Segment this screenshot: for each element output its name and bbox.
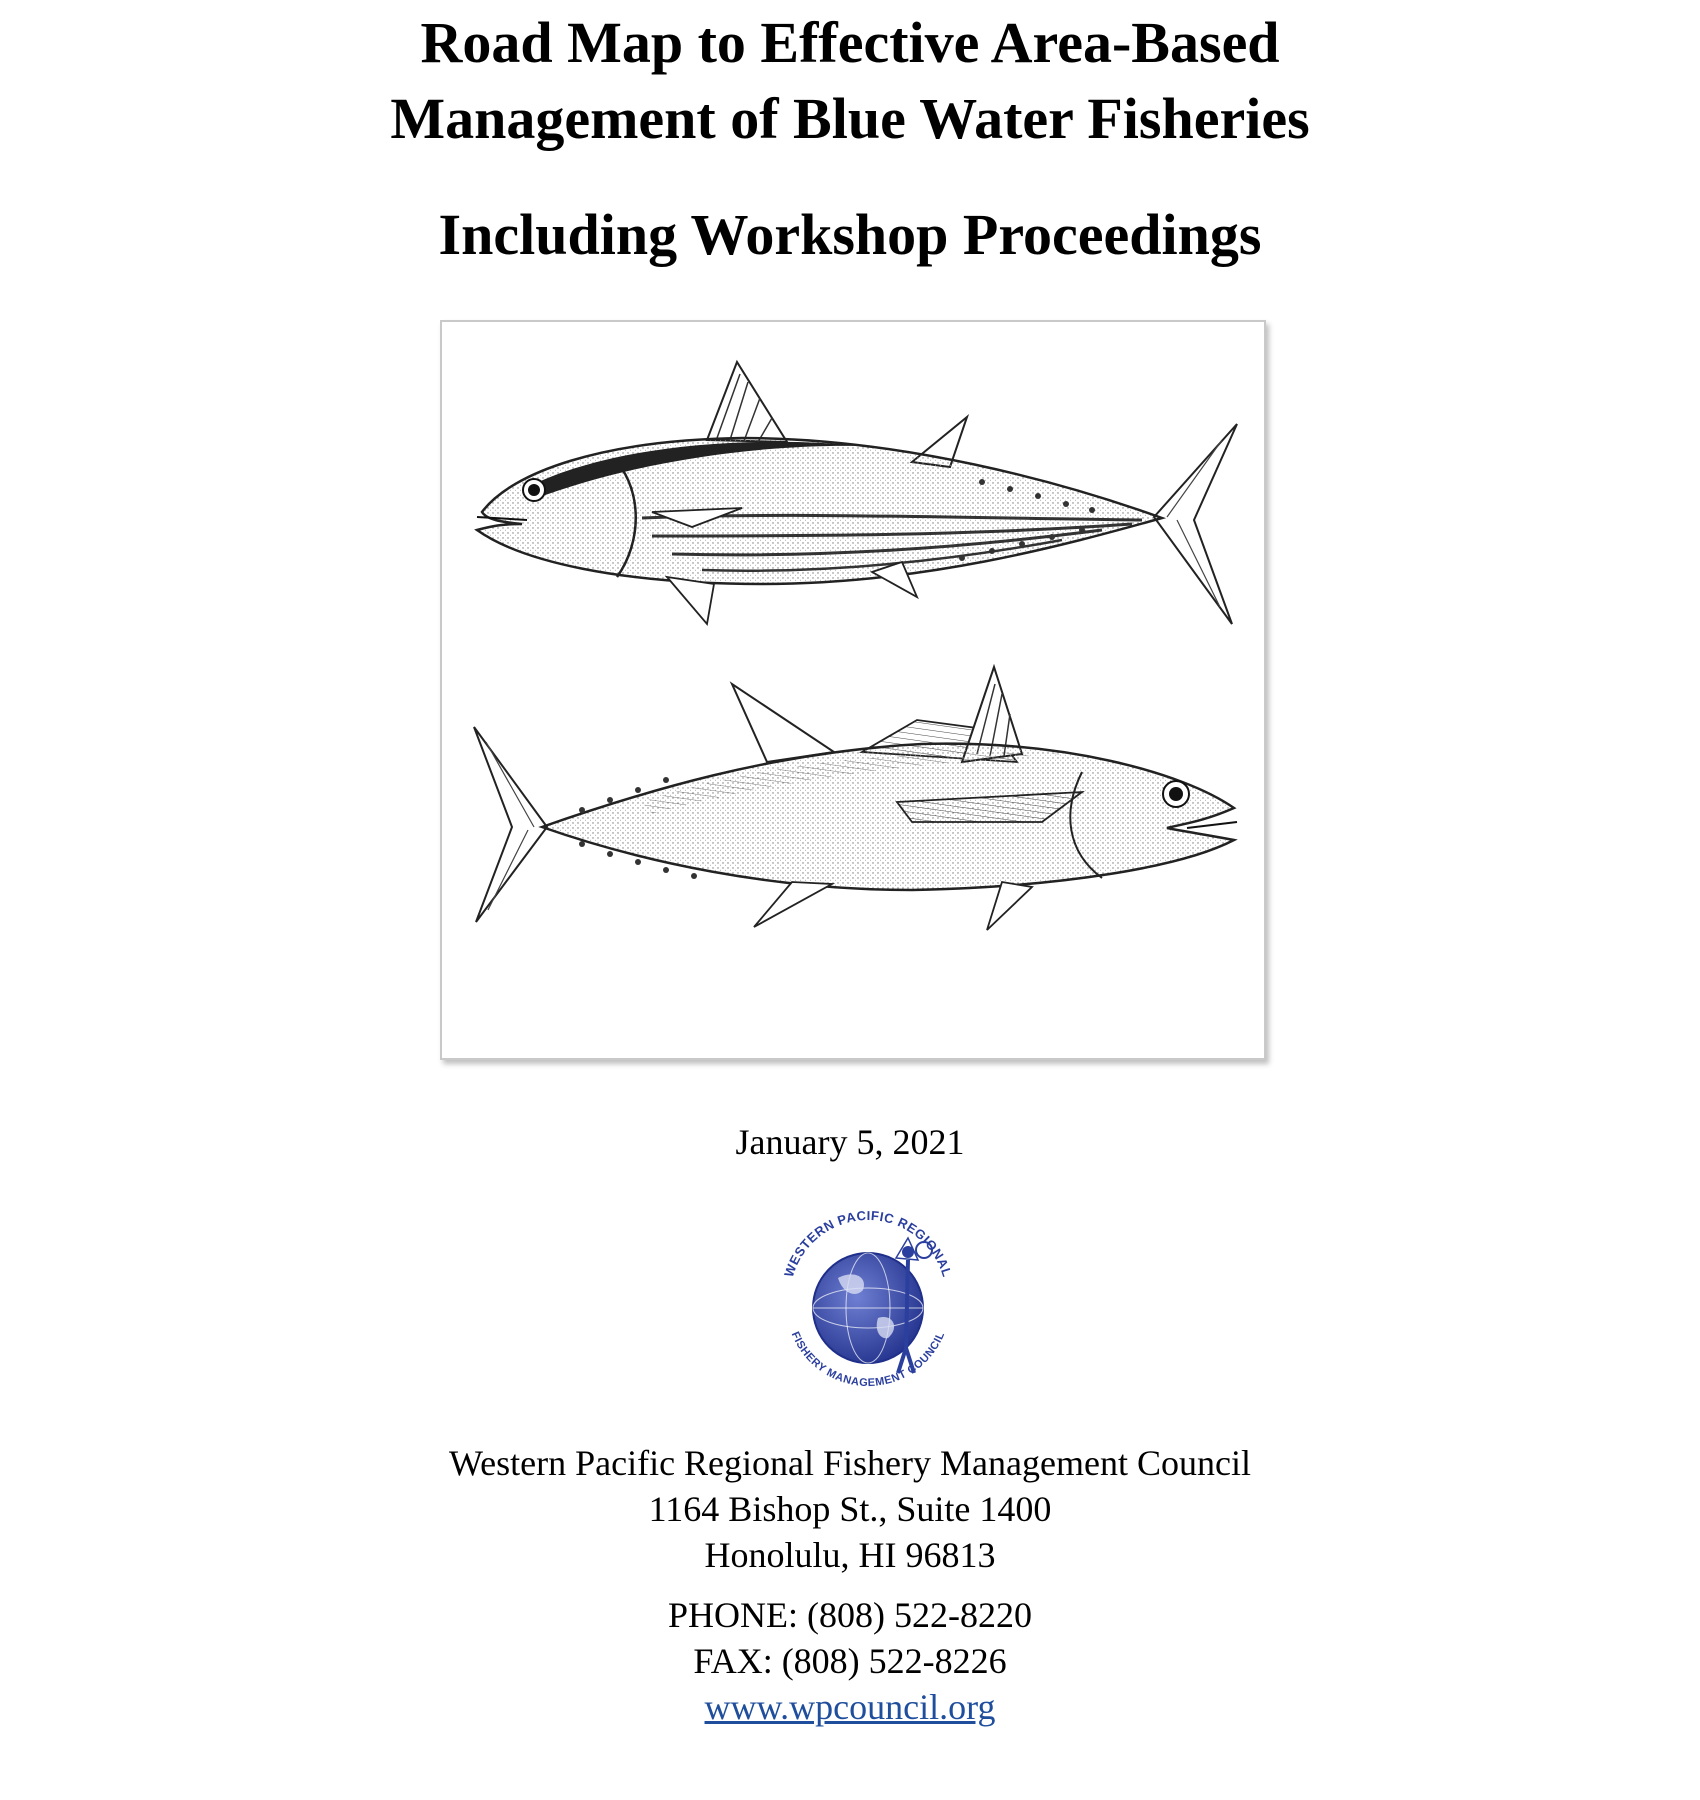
title-line-2: Management of Blue Water Fisheries <box>390 86 1310 151</box>
website-line <box>0 1684 1700 1730</box>
website-link[interactable]: www.wpcouncil.org <box>704 1687 996 1727</box>
tuna-illustrations <box>442 322 1264 1058</box>
subtitle: Including Workshop Proceedings <box>438 202 1262 267</box>
street-address: 1164 Bishop St., Suite 1400 <box>648 1489 1052 1529</box>
seal-bottom-text: FISHERY MANAGEMENT COUNCIL <box>788 1330 948 1390</box>
skipjack-tuna-illustration <box>477 362 1237 624</box>
city-address: Honolulu, HI 96813 <box>704 1535 996 1575</box>
council-seal-logo <box>768 1198 968 1398</box>
title-line-1: Road Map to Effective Area-Based <box>420 10 1280 75</box>
cover-figure <box>440 320 1266 1060</box>
albacore-tuna-illustration <box>474 667 1237 930</box>
organization-name: Western Pacific Regional Fishery Management Council <box>449 1443 1251 1483</box>
seal-top-text: WESTERN PACIFIC REGIONAL <box>781 1207 955 1279</box>
publication-date: January 5, 2021 <box>735 1122 965 1162</box>
phone-number: PHONE: (808) 522-8220 <box>668 1595 1032 1635</box>
fax-number: FAX: (808) 522-8226 <box>693 1641 1007 1681</box>
